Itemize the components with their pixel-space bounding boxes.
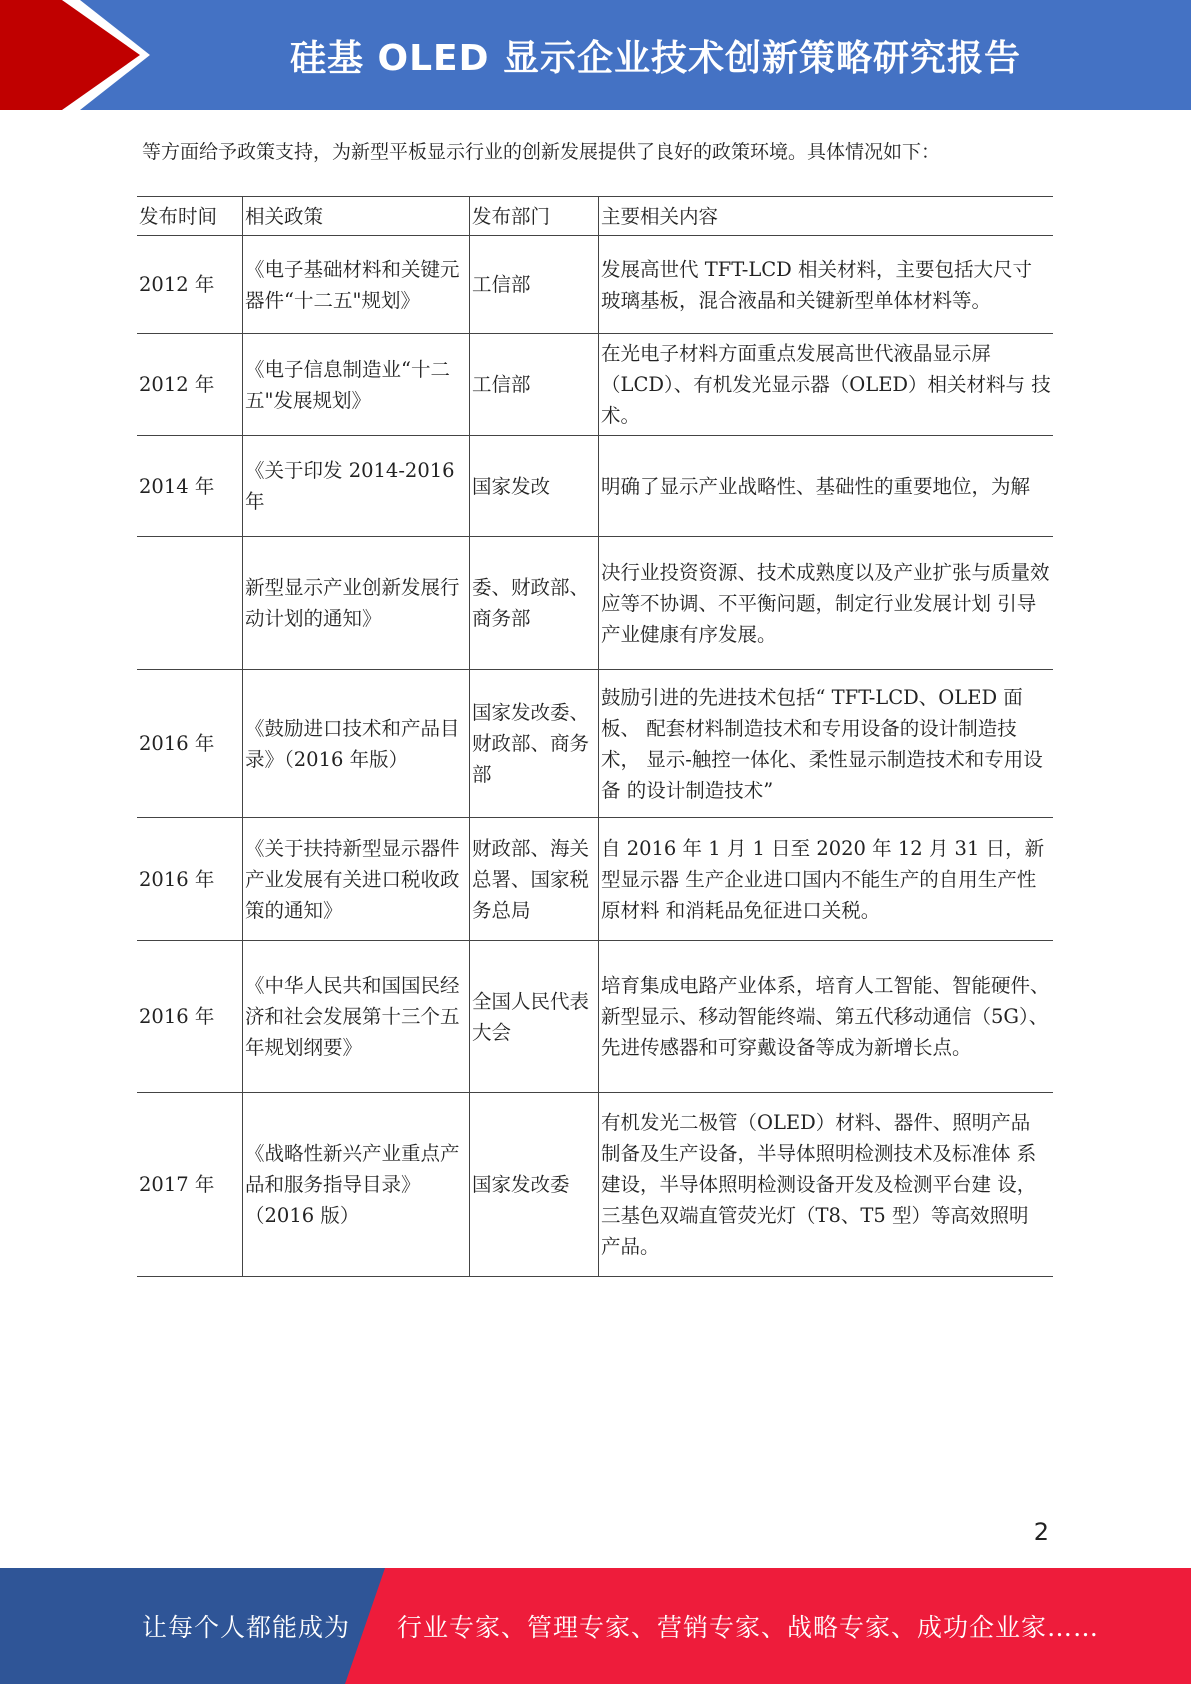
table-row (137, 436, 1053, 537)
chevron-arrow-icon (0, 0, 160, 110)
cell-dept: 委、财政部、商务部 (470, 537, 599, 670)
cell-year: 2016 年 (137, 818, 243, 941)
cell-policy: 新型显示产业创新发展行动计划的通知》 (243, 537, 470, 670)
cell-dept: 国家发改 (470, 436, 599, 537)
footer-slogan-right: 行业专家、管理专家、营销专家、战略专家、成功企业家…… (397, 1613, 1100, 1642)
cell-policy: 《关于印发 2014-2016 年 (243, 436, 470, 537)
cell-policy: 《中华人民共和国国民经济和社会发展第十三个五年规划纲要》 (243, 941, 470, 1093)
table-row (137, 941, 1053, 1093)
policy-table (137, 196, 1053, 1277)
table-row (137, 818, 1053, 941)
table-row (137, 670, 1053, 818)
cell-year: 2012 年 (137, 236, 243, 334)
cell-year: 2016 年 (137, 670, 243, 818)
table-row (137, 1093, 1053, 1277)
table-row (137, 236, 1053, 334)
cell-policy: 《战略性新兴产业重点产品和服务指导目录》（2016 版） (243, 1093, 470, 1277)
cell-year: 2016 年 (137, 941, 243, 1093)
cell-content: 在光电子材料方面重点发展高世代液晶显示屏（LCD）、有机发光显示器（OLED）相关材料与 技术。 (599, 334, 1054, 436)
page-number: 2 (1033, 1518, 1049, 1546)
cell-content: 有机发光二极管（OLED）材料、器件、照明产品 制备及生产设备，半导体照明检测技术及标准体 系建设，半导体照明检测设备开发及检测平台建 设，三基色双端直管荧光灯（T8、T5 型）等高效照明 产品。 (599, 1093, 1054, 1277)
header-year: 发布时间 (137, 197, 243, 236)
cell-content: 培育集成电路产业体系，培育人工智能、智能硬件、新型显示、移动智能终端、第五代移动通信（5G）、先进传感器和可穿戴设备等成为新增长点。 (599, 941, 1054, 1093)
intro-paragraph: 等方面给予政策支持，为新型平板显示行业的创新发展提供了良好的政策环境。具体情况如下： (142, 141, 941, 163)
header-policy: 相关政策 (243, 197, 470, 236)
table-header-row (137, 197, 1053, 236)
table-row (137, 334, 1053, 436)
cell-year: 2017 年 (137, 1093, 243, 1277)
cell-policy: 《鼓励进口技术和产品目录》（2016 年版） (243, 670, 470, 818)
cell-content: 明确了显示产业战略性、基础性的重要地位，为解 (599, 436, 1054, 537)
cell-dept: 工信部 (470, 334, 599, 436)
cell-policy: 《电子信息制造业“十二五"发展规划》 (243, 334, 470, 436)
cell-dept: 财政部、海关总署、国家税务总局 (470, 818, 599, 941)
cell-content: 决行业投资资源、技术成熟度以及产业扩张与质量效应等不协调、不平衡问题，制定行业发展计划 引导产业健康有序发展。 (599, 537, 1054, 670)
page-header (0, 0, 1191, 110)
document-title: 硅基 OLED 显示企业技术创新策略研究报告 (289, 37, 1022, 79)
cell-content: 自 2016 年 1 月 1 日至 2020 年 12 月 31 日，新型显示器 生产企业进口国内不能生产的自用生产性原材料 和消耗品免征进口关税。 (599, 818, 1054, 941)
cell-content: 鼓励引进的先进技术包括“ TFT-LCD、OLED 面板、 配套材料制造技术和专用设备的设计制造技术， 显示-触控一体化、柔性显示制造技术和专用设备 的设计制造技术” (599, 670, 1054, 818)
cell-dept: 工信部 (470, 236, 599, 334)
cell-year: 2014 年 (137, 436, 243, 537)
cell-dept: 全国人民代表大会 (470, 941, 599, 1093)
cell-dept: 国家发改委 (470, 1093, 599, 1277)
cell-year (137, 537, 243, 670)
cell-content: 发展高世代 TFT-LCD 相关材料，主要包括大尺寸玻璃基板，混合液晶和关键新型单体材料等。 (599, 236, 1054, 334)
header-content: 主要相关内容 (599, 197, 1054, 236)
cell-year: 2012 年 (137, 334, 243, 436)
cell-dept: 国家发改委、财政部、商务部 (470, 670, 599, 818)
footer-slogan-left: 让每个人都能成为 (142, 1613, 351, 1642)
page-footer (0, 1568, 1191, 1684)
cell-policy: 《电子基础材料和关键元器件“十二五"规划》 (243, 236, 470, 334)
header-dept: 发布部门 (470, 197, 599, 236)
cell-policy: 《关于扶持新型显示器件产业发展有关进口税收政策的通知》 (243, 818, 470, 941)
table-row (137, 537, 1053, 670)
